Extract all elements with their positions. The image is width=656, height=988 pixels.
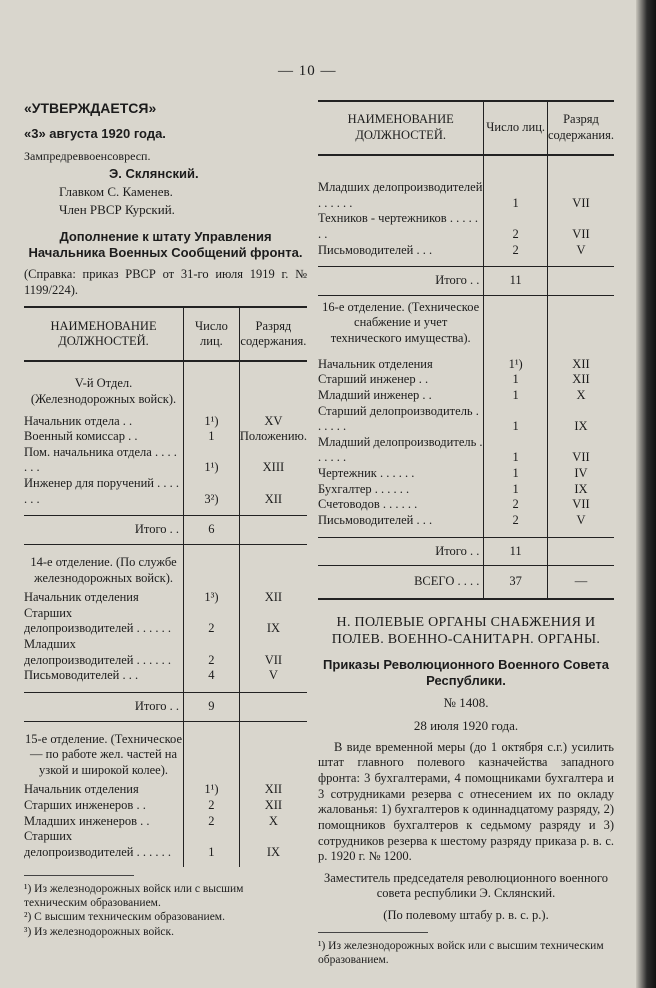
section-row [24,544,307,590]
total-label: Итого . . [318,267,484,296]
row-name: Старших инженеров . . [24,798,146,812]
table-row [24,429,307,445]
row-name: Старший инженер . . [318,372,429,387]
table-row [24,814,307,830]
row-name: Пом. начальника отдела . . . . . . . [24,444,177,475]
row-number: 1 [184,829,240,866]
table-header [24,307,307,361]
page-edge-shadow [636,0,656,988]
row-number: 4 [184,668,240,692]
row-number: 2 [184,798,240,814]
table-row [318,388,614,404]
order-date: 28 июля 1920 года. [413,717,519,733]
section-row [24,361,307,413]
footnote: ¹) Из железнодорожных войск или с высшим техническим образованием. [24,882,244,909]
section-h-subtitle: Приказы Революционного Военного Совета Республики. [323,656,609,688]
total-row [318,267,614,296]
total-row [24,516,307,545]
footnote: ³) Из железнодорожных войск. [24,925,174,938]
page-number: — 10 — [278,63,337,79]
table-header [318,101,614,155]
row-grade: X [268,813,278,828]
footnote: ²) С высшим техническим образованием. [24,911,225,924]
row-grade: VII [572,450,590,465]
section-title: 16-е отделение. (Техническое снабжение и учет технического имущества). [322,299,480,345]
table-row [24,798,307,814]
row-name: Военный комиссар . . [24,429,138,444]
approval-title: «УТВЕРЖДАЕТСЯ» [24,100,157,116]
header-number: Число лиц. [184,307,240,361]
row-number: 1 [484,155,548,211]
row-name: Счетоводов . . . . . . [318,497,418,512]
row-number: 3²) [184,476,240,516]
grand-total-grade: — [547,566,614,599]
order-signature: Заместитель председателя революционного военного совета республики Э. Склянский. [323,870,608,901]
row-grade: X [576,387,586,402]
row-number: 1 [484,388,548,404]
header-grade: Разряд содержания. [547,101,614,155]
row-name: Бухгалтер . . . . . . [318,481,410,496]
row-grade: V [576,242,586,257]
grand-total-row [318,566,614,599]
total-number: 11 [484,267,548,296]
table-row [24,445,307,476]
row-name: Начальник отделения [318,356,433,371]
row-name: Начальник отделения [24,782,139,797]
table-row [318,243,614,267]
total-number: 11 [484,537,548,566]
row-grade: XII [572,372,590,387]
table-row [318,372,614,388]
total-row [318,537,614,566]
row-grade: XIII [262,460,285,475]
row-grade: VII [572,195,590,210]
approval-name: Э. Склянский. [109,165,199,181]
table-row [318,357,614,373]
row-number: 1¹) [184,782,240,798]
row-name: Старший делопроизводитель . . . . . . [318,403,479,434]
row-number: 1 [484,482,548,498]
row-number: 2 [184,637,240,668]
footnote: ¹) Из железнодорожных войск или с высшим техническим образованием. [318,939,604,966]
row-number: 2 [184,606,240,637]
table-row [318,435,614,466]
row-grade: XII [264,491,283,506]
total-number: 9 [184,692,240,721]
header-number: Число лиц. [484,101,548,155]
row-grade: IX [266,844,281,859]
section-title: 14-е отделение. (По службе железнодорожных войск). [30,554,177,585]
footnote-divider [318,932,428,933]
staff-table-right [318,100,614,600]
right-column [318,100,614,967]
order-staff: (По полевому штабу р. в. с. р.). [383,908,549,922]
approval-line3: Член РВСР Курский. [59,202,175,218]
row-name: Старших делопроизводителей . . . . . . [24,605,171,636]
table-row [24,590,307,606]
row-name: Письмоводителей . . . [318,242,433,257]
table-row [24,414,307,430]
row-name: Младший делопроизводитель . . . . . . [318,434,483,465]
approval-line2: Главком С. Каменев. [59,184,173,199]
table-row [24,476,307,516]
row-name: Младших делопроизводителей . . . . . . [24,637,171,667]
grand-total-label: ВСЕГО . . . . [318,566,484,599]
row-number: 1 [484,404,548,435]
row-name: Письмоводителей . . . [318,512,433,527]
row-name: Инженер для поручений . . . . . . . [24,476,179,506]
total-number: 6 [184,516,240,545]
row-number: 2 [184,814,240,830]
row-number: 1¹) [184,445,240,476]
total-row [24,692,307,721]
row-grade: VII [572,226,590,241]
total-label: Итого . . [318,537,484,566]
supplement-title: Дополнение к штату Управления Начальника Военных Сообщений фронта. [28,228,303,260]
row-grade: Положению. [239,429,307,444]
table-row [318,466,614,482]
row-grade: VII [264,652,283,667]
left-column [24,100,307,939]
table-row [318,513,614,537]
row-name: Начальник отделения [24,590,139,605]
header-grade: Разряд содержания. [239,307,307,361]
footnote-divider [24,875,134,876]
table-row [318,497,614,513]
row-grade: VII [572,497,590,512]
row-grade: XV [264,413,283,428]
table-row [318,155,614,211]
grand-total-number: 37 [484,566,548,599]
table-row [24,829,307,866]
row-grade: IX [574,481,588,496]
order-number: № 1408. [443,695,489,711]
total-label: Итого . . [24,692,184,721]
table-row [24,668,307,692]
row-name: Начальник отдела . . [24,413,133,428]
row-number: 1¹) [184,414,240,430]
row-grade: V [576,512,586,527]
staff-table-left [24,306,307,866]
supplement-reference: (Справка: приказ РВСР от 31-го июля 1919 г. № 1199/224). [24,267,307,297]
row-name: Старших делопроизводителей . . . . . . [24,829,171,859]
row-grade: V [268,668,278,683]
row-grade: XII [264,782,283,797]
total-label: Итого . . [24,516,184,545]
approval-date: «3» августа 1920 года. [24,125,166,141]
row-number: 1 [184,429,240,445]
row-name: Чертежник . . . . . . [318,466,415,480]
row-grade: IV [574,466,588,480]
row-grade: IX [266,621,281,636]
table-row [318,404,614,435]
header-name: НАИМЕНОВАНИЕ ДОЛЖНОСТЕЙ. [24,307,184,361]
section-row [318,295,614,356]
row-number: 2 [484,211,548,242]
header-name: НАИМЕНОВАНИЕ ДОЛЖНОСТЕЙ. [318,101,484,155]
table-row [24,606,307,637]
row-number: 1 [484,466,548,482]
section-title: V-й Отдел. (Железнодорожных войск). [30,376,177,406]
order-body: В виде временной меры (до 1 октября с.г.) усилить штат главного полевого казначейства западного фронта: 3 бухгалтерами, 4 помощниками бухгалтера и 3 сотрудниками резерва с отнесением их по окладу жалованья: 1) бухгалтеров к одиннадцатому разряду, 2) помощников бухгалтеров к седьмому разряду и 3) сотрудников резерва к шестому разряду приказа р. в. с. р. 1920 г. № 1200. [318,739,614,864]
row-number: 2 [484,513,548,537]
row-grade: IX [574,419,588,434]
table-row [24,782,307,798]
table-row [318,211,614,242]
row-number: 1¹) [484,357,548,373]
section-title: 15-е отделение. (Техническое — по работе жел. частей на узкой и широкой колее). [25,731,183,777]
table-row [24,637,307,668]
row-name: Младший инженер . . [318,387,432,402]
section-row [24,721,307,782]
row-name: Младших делопроизводителей . . . . . . [318,180,483,210]
section-h-title: Н. ПОЛЕВЫЕ ОРГАНЫ СНАБЖЕНИЯ И ПОЛЕВ. ВОЕННО-САНИТАРН. ОРГАНЫ. [331,614,601,648]
approval-role: Зампредреввоенсовресп. [24,148,151,163]
row-number: 1 [484,435,548,466]
row-number: 1 [484,372,548,388]
row-number: 2 [484,243,548,267]
row-name: Письмоводителей . . . [24,668,139,683]
row-number: 2 [484,497,548,513]
row-grade: XII [572,356,590,371]
row-number: 1³) [184,590,240,606]
table-row [318,482,614,498]
row-grade: XII [264,798,283,812]
row-grade: XII [264,590,283,605]
row-name: Техников - чертежников . . . . . . . [318,211,478,241]
row-name: Младших инженеров . . [24,813,150,828]
